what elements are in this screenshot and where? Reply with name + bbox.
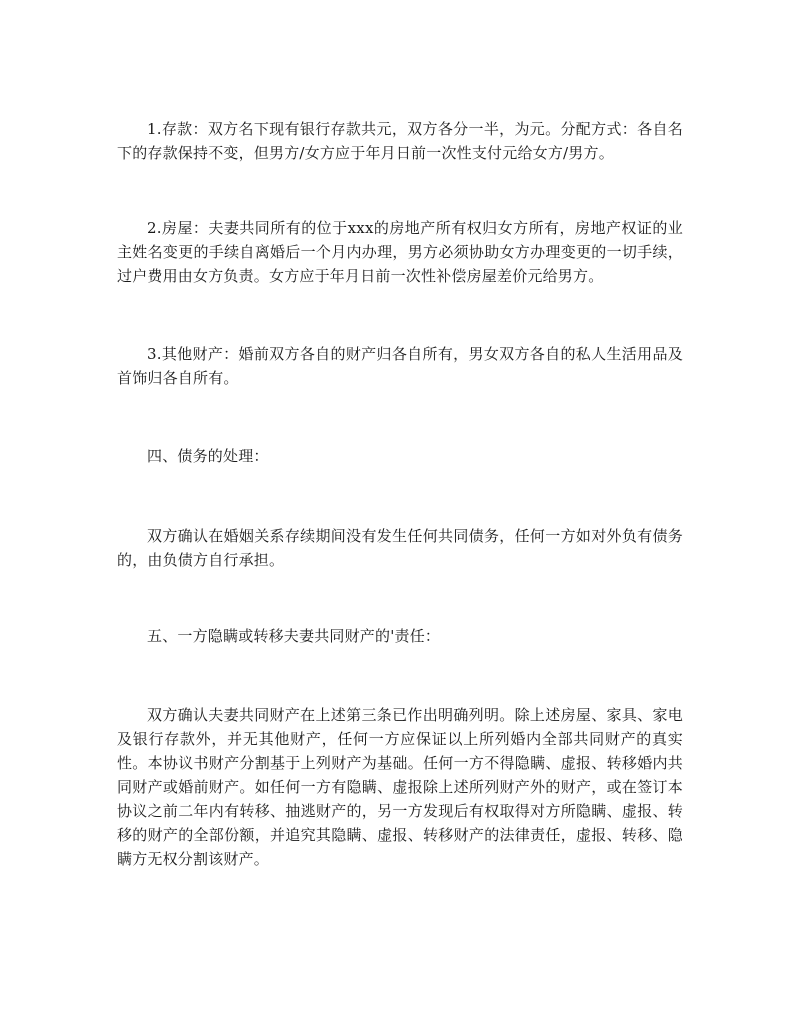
paragraph-other-property: 3.其他财产：婚前双方各自的财产归各自所有，男女双方各自的私人生活用品及首饰归各自所有。 xyxy=(117,345,683,387)
paragraph-concealment: 双方确认夫妻共同财产在上述第三条已作出明确列明。除上述房屋、家具、家电及银行存款外，并无其他财产，任何一方应保证以上所列婚内全部共同财产的真实性。本协议书财产分割基于上列财产为基础。任何一方不得隐瞒、虚报、转移婚内共同财产或婚前财产。如任何一方有隐瞒、虚报除上述所列财产外的财产，或在签订本协议之前二年内有转移、抽逃财产的，另一方发现后有权取得对方所隐瞒、虚报、转移的财产的全部份额，并追究其隐瞒、虚报、转移财产的法律责任，虚报、转移、隐瞒方无权分割该财产。 xyxy=(117,706,683,868)
section-heading-debts: 四、债务的处理： xyxy=(147,447,269,465)
section-heading-concealment: 五、一方隐瞒或转移夫妻共同财产的'责任： xyxy=(147,627,441,645)
paragraph-house: 2.房屋：夫妻共同所有的位于xxx的房地产所有权归女方所有，房地产权证的业主姓名变更的手续自离婚后一个月内办理，男方必须协助女方办理变更的一切手续，过户费用由女方负责。女方应于年月日前一次性补偿房屋差价元给男方。 xyxy=(117,219,683,285)
paragraph-debts: 双方确认在婚姻关系存续期间没有发生任何共同债务，任何一方如对外负有债务的，由负债方自行承担。 xyxy=(117,527,683,569)
paragraph-deposits: 1.存款：双方名下现有银行存款共元，双方各分一半，为元。分配方式：各自名下的存款保持不变，但男方/女方应于年月日前一次性支付元给女方/男方。 xyxy=(117,120,683,162)
